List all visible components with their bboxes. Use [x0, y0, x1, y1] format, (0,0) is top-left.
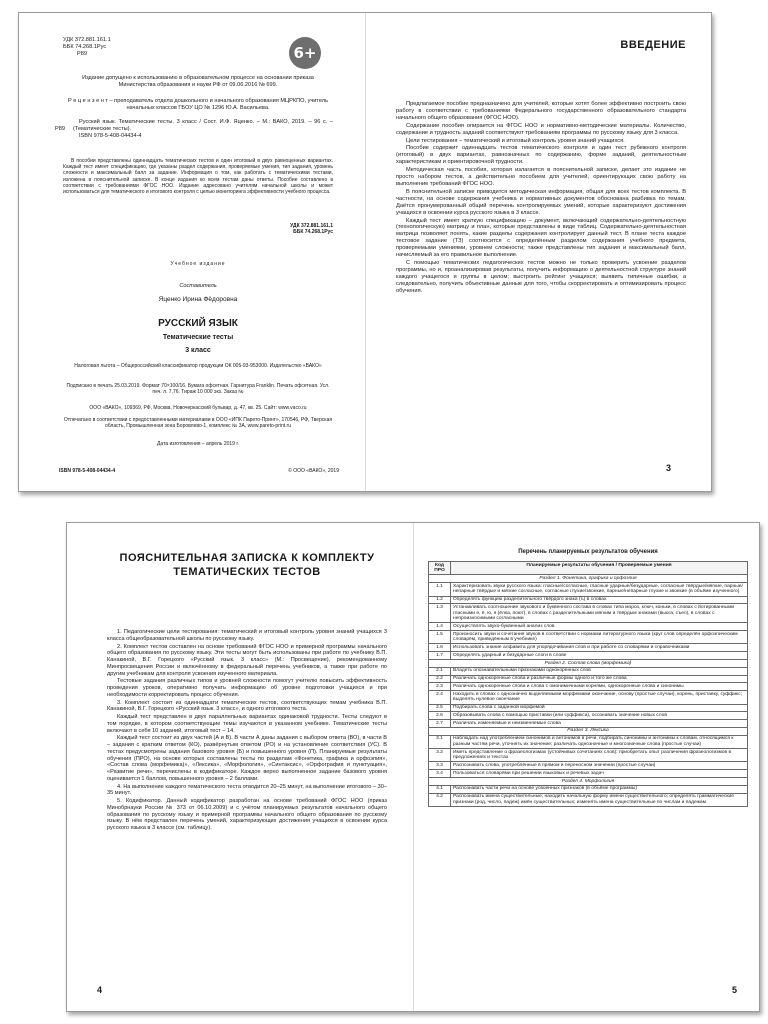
spread-pages-2-3 [18, 12, 712, 492]
result-code: 1.6 [429, 644, 451, 652]
table-body [429, 575, 748, 807]
table-title: Перечень планируемых результатов обучения [518, 549, 658, 555]
table-row [429, 749, 748, 762]
table-row [429, 704, 748, 712]
result-code: 2.3 [429, 683, 451, 691]
result-description: Иметь представление о фразеологизмах (устойчивых сочетаниях слов); приобретать опыт различения фразеологизмов в предложениях и текстах [451, 749, 748, 762]
table-row [429, 623, 748, 631]
column-header-code: Код ПРО [429, 562, 451, 575]
result-code: 3.4 [429, 770, 451, 778]
results-table [428, 561, 748, 807]
paragraph: 4. На выполнение каждого тематического теста отводится 20–25 минут, на выполнение итогового – 30–35 минут. [107, 783, 387, 797]
paragraph: В пояснительной записке приводится методическая информация, общая для всех тестов комплекта. В частности, на основе содержания учебника и нормативных документов обоснована разбивка по темам. Даётся пронумерованный общий перечень контролируемых умений, которые характеризуют достижения учащихся в освоении курса русского языка в 3 классе. [396, 188, 686, 216]
result-description: Образовывать слова с помощью приставки (или суффикса), осознавать значение новых слов [451, 712, 748, 720]
column-header-description: Планируемые результаты обучения / Проверяемые умения [451, 562, 748, 575]
table-section-row [429, 777, 748, 785]
result-code: 1.3 [429, 604, 451, 623]
table-row [429, 604, 748, 623]
section-heading: Раздел 2. Состав слова (морфемика) [429, 660, 748, 668]
result-code: 1.1 [429, 583, 451, 596]
paragraph: Цели тестирования – тематический и итоговый контроль уровня знаний учащихся. [406, 137, 625, 144]
paragraph: 2. Комплект тестов составлен на основе требований ФГОС НОО и примерной программы начального общего образования по русскому языку. Эти тесты могут быть использованы при работе по учебнику В.П. Канакиной, В.Г. Горецкого «Русский язык. 3 класс» (М.: Просвещение), рекомендованному Минпросвещения России и включённому в федеральный перечень учебников, а также при работе по другим учебникам для контроля усвоения изученного материала. [107, 643, 387, 677]
table-row [429, 785, 748, 793]
udk-block [63, 37, 183, 59]
edition-type: Учебное издание [170, 261, 226, 267]
bibliographic-record [55, 119, 333, 140]
paragraph: С помощью тематических педагогических тестов можно не только проверить усвоение разделов программы, но и, проанализировав результаты, получить информацию о деятельностной структуре знаний каждого учащегося и группы в целом; выстроить рейтинг учащихся; выявить типичные ошибки, а следовательно, получить объективные данные для того, чтобы скорректировать и оптимизировать процесс обучения. [396, 259, 686, 294]
result-description: Определять ударный и безударные слоги в слове [451, 652, 748, 660]
result-code: 4.1 [429, 785, 451, 793]
result-code: 1.4 [429, 623, 451, 631]
udk-right-line: УДК 372.881.161.1 [290, 223, 333, 229]
book-grade: 3 класс [185, 347, 211, 354]
table-row [429, 762, 748, 770]
result-code: 2.2 [429, 675, 451, 683]
result-code: 2.4 [429, 691, 451, 704]
page-title: ПОЯСНИТЕЛЬНАЯ ЗАПИСКА К КОМПЛЕКТУ ТЕМАТИЧЕСКИХ ТЕСТОВ [119, 552, 375, 578]
author-code: Р89 [55, 126, 65, 132]
result-description: Наблюдать над употреблением синонимов и антонимов в речи, подбирать синонимы и антонимы к словам, относящимся к разным частям речи, уточнять их значение; различать однозначные и многозначные слова (простые случаи) [451, 735, 748, 748]
page-3-introduction [366, 13, 712, 491]
page-number: 4 [97, 985, 103, 995]
table-row [429, 644, 748, 652]
bbk-right-line: ББК 74.268.1Рус [293, 229, 333, 236]
biblio-text: Русский язык. Тематические тесты. 3 класс / Сост. И.Ф. Яценко. – М.: ВАКО, 2019. – 96 с. – (Тематические тесты). [73, 119, 333, 132]
approval-note: Издание допущено к использованию в образовательном процессе на основании приказа Министерства образования и науки РФ от 09.06.2016 № 699. [82, 75, 314, 88]
section-heading: Раздел 4. Морфология [429, 777, 748, 785]
result-code: 2.1 [429, 667, 451, 675]
note-text [107, 629, 387, 833]
page-number: 3 [666, 463, 672, 473]
result-description: Определять функцию разделительного твёрдого знака (ъ) в словах [451, 596, 748, 604]
paragraph: 5. Кодификатор. Данный кодификатор разработан на основе требований ФГОС НОО (приказ Минобрнауки России № 373 от 06.10.2009) и с учётом планируемых результатов начального общего образования по русскому языку и примерной программы начального общего образования по русскому языку. В нём представлен перечень умений, характеризующих достижения учащихся в освоении курса русского языка в 3 классе (см. таблицу). [107, 798, 387, 831]
paragraph: Каждый тест представлен в двух параллельных вариантах одинаковой трудности. Тесты следуют в том порядке, в котором соответствующие темы изучаются в указанном учебнике. Тематические тесты включают в себя 10 заданий, итоговый тест – 14. [107, 714, 387, 734]
manufacture-date: Дата изготовления – апрель 2019 г. [157, 441, 239, 447]
table-section-row [429, 575, 748, 583]
result-description: Находить в словах с однозначно выделяемыми морфемами окончание, основу (простые случаи), корень, приставку, суффикс; выделять нулевое окончание [451, 691, 748, 704]
page-4-explanatory-note [67, 523, 414, 1011]
result-description: Распознавать части речи на основе усвоенных признаков (в объёме программы) [451, 785, 748, 793]
result-description: Владеть опознавательными признаками однокоренных слов [451, 667, 748, 675]
table-row [429, 735, 748, 748]
table-section-row [429, 660, 748, 668]
result-code: 3.1 [429, 735, 451, 748]
reviewer-note: Р е ц е н з е н т – преподаватель отдела дошкольного и начального образования МЦРКПО, учитель начальных классов ГБОУ ЦО № 1296 Ю.А. Васильева. [67, 98, 329, 111]
book-subtitle: Тематические тесты [162, 334, 234, 341]
result-description: Различать однокоренные слова и слова с омонимичными корнями, однокоренные слова и синонимы [451, 683, 748, 691]
age-rating-badge: 6+ [289, 37, 321, 69]
table-row [429, 793, 748, 806]
page-2-imprint [19, 13, 366, 491]
result-description: Пользоваться словарями при решении языковых и речевых задач [451, 770, 748, 778]
paragraph: 3. Комплект состоит из одиннадцати тематических тестов, соответствующих темам учебника В.П. Канакиной, В.Г. Горецкого «Русский язык. 3 класс», и одного итогового теста. [107, 699, 387, 713]
result-code: 2.7 [429, 720, 451, 728]
table-row [429, 712, 748, 720]
author-mark: Р89 [77, 51, 87, 58]
tax-note: Налоговая льгота – Общероссийский классификатор продукции ОК 005-93-953000. Издательство «ВАКО» [74, 363, 322, 369]
print-info: Подписано в печать 25.03.2019. Формат 70×100/16. Бумага офсетная. Гарнитура Franklin. Печать офсетная. Усл. печ. л. 7,76. Тираж 10 000 экз. Заказ № [66, 383, 330, 396]
printing-house: Отпечатано в соответствии с предоставленными материалами в ООО «ИПК Парето-Принт», 170546, РФ, Тверская область, Промышленная зона Боровлево-1, комплекс № 3А, www.pareto-print.ru [63, 417, 333, 430]
table-row [429, 596, 748, 604]
result-description: Осуществлять звуко-буквенный анализ слов [451, 623, 748, 631]
result-description: Характеризовать звуки русского языка: гласные/согласные, гласные ударные/безударные, согласные твёрдые/мягкие, парные/непарные твёрдые и мягкие согласные, согласные глухие/звонкие, парные/непарные глухие и звонкие (в объёме изученного) [451, 583, 748, 596]
paragraph: 1. Педагогические цели тестирования: тематический и итоговый контроль уровня знаний учащихся 3 класса общеобразовательной школы по русскому языку. [107, 629, 387, 642]
section-heading: Раздел 1. Фонетика, графика и орфоэпия [429, 575, 748, 583]
result-code: 4.2 [429, 793, 451, 806]
paragraph: Каждый тест имеет краткую спецификацию – документ, включающий содержательно-деятельностную (технологическую) матрицу и план, которые представлены в виде таблиц. Содержательно-деятельностная матрица позволяет понять, какие разделы содержания контролирует данный тест. В плане теста каждое тестовое задание (ТЗ) соотносится с определённым разделом содержания учебного предмета, проверяемыми умениями, уровнем сложности; также представлены тип задания и максимальный балл, начисляемый за его правильное выполнение. [396, 217, 686, 259]
udk-line: УДК 372.881.161.1 [63, 37, 111, 43]
table-row [429, 770, 748, 778]
paragraph: Содержание пособия опирается на ФГОС НОО и нормативно-методические материалы. Количество, содержание и трудность заданий соответствуют требованиям программы по русскому языку для 3 класса. [396, 122, 686, 136]
footer-isbn: ISBN 978-5-408-04434-4 [59, 468, 116, 474]
paragraph: Пособие содержит одиннадцать тестов тематического контроля и один тест рубежного контроля (итоговый) в двух вариантах, равнозначных по содержанию, форме заданий, деятельностным характеристикам и ориентировочной трудности. [396, 145, 686, 166]
isbn-line: ISBN 978-5-408-04434-4 [79, 133, 142, 139]
paragraph: Методическая часть пособия, которая излагается в пояснительной записке, делает это издание не просто набором тестов, а действительно пособием для учителей, ориентирующих свою работу на выполнение требований ФГОС НОО. [396, 167, 686, 187]
bbk-line: ББК 74.268.1Рус [63, 44, 107, 51]
paragraph: Предлагаемое пособие предназначено для учителей, которые хотят более эффективно построить свою работу в соответствии с требованиями Федерального государственного образовательного стандарта начального общего образования (ФГОС НОО). [396, 101, 686, 121]
result-description: Устанавливать соотношение звукового и буквенного состава в словах типа мороз, ключ, коньки, в словах с йотированными гласными е, ё, ю, я (ёлка, поют), в словах с разделительными мягким и твёрдым знаками (вьюга, съел), в словах с непроизносимыми согласными [451, 604, 748, 623]
spread-pages-4-5 [66, 522, 760, 1012]
result-description: Использовать знание алфавита для упорядочивания слов и при работе со словарями и справочниками [451, 644, 748, 652]
table-row [429, 720, 748, 728]
annotation-text: В пособии представлены одиннадцать тематических тестов и один итоговый в двух равноценных вариантах. Каждый тест имеет спецификацию, где указаны раздел содержания, проверяемые умения, тип задания, уровень сложности и максимальный балл за задание. Информация о том, как работать с тематическими тестами, изложена в пояснительной записке. В конце издания ко всем тестам даны ответы. Пособие составлено в соответствии с требованиями ФГОС НОО. Издание адресовано учителям начальной школы и может использоваться для тематического и итогового контроля с целью мониторинга эффективности учебного процесса. [63, 158, 333, 196]
result-code: 3.3 [429, 762, 451, 770]
table-row [429, 683, 748, 691]
result-description: Различать изменяемые и неизменяемые слова [451, 720, 748, 728]
result-description: Различать однокоренные слова и различные формы одного и того же слова [451, 675, 748, 683]
table-row [429, 691, 748, 704]
table-section-row [429, 727, 748, 735]
result-code: 2.6 [429, 712, 451, 720]
table-row [429, 652, 748, 660]
compiler-name: Яценко Ирина Фёдоровна [158, 296, 238, 303]
result-code: 3.2 [429, 749, 451, 762]
book-title: РУССКИЙ ЯЗЫК [158, 318, 238, 329]
result-description: Распознавать слова, употреблённые в прямом и переносном значении (простые случаи) [451, 762, 748, 770]
section-heading: Раздел 3. Лексика [429, 727, 748, 735]
intro-text [396, 101, 686, 295]
table-header-row [429, 562, 748, 575]
result-code: 2.5 [429, 704, 451, 712]
footer-copyright: © ООО «ВАКО», 2019 [288, 468, 339, 474]
udk-right-block [219, 223, 333, 235]
result-code: 1.7 [429, 652, 451, 660]
result-description: Произносить звуки и сочетания звуков в соответствии с нормами литературного языка (круг слов определён орфоэпическим словарём, приведённым в учебнике) [451, 631, 748, 644]
result-code: 1.5 [429, 631, 451, 644]
table-row [429, 675, 748, 683]
paragraph: Каждый тест состоит из двух частей (А и В). В части А даны задания с выбором ответа (ВО), в части В – задания с кратким ответом (КО), развёрнутым ответом (РО) и на установление соответствия (УС). В тестах предусмотрены задания базового уровня (Б) и повышенного уровня (П). Планируемые результаты обучения (ПРО), на основе которых составлены тесты по разделам «Фонетика, графика и орфоэпия», «Состав слова (морфемика)», «Лексика», «Морфология», «Синтаксис», «Орфография и пунктуация», «Развитие речи», перечислены в кодификаторе. Каждое верно выполненное задание базового уровня оценивается 1 баллом, повышенного уровня – 2 баллами. [107, 735, 387, 782]
compiler-label: Составитель [179, 283, 217, 289]
page-5-results-table [414, 523, 760, 1011]
page-title: ВВЕДЕНИЕ [620, 39, 686, 51]
paragraph: Тестовые задания различных типов и уровней сложности помогут учителю повысить эффективность проведения уроков, оперативно получать информацию об уровне подготовки учащихся и при необходимости корректировать процесс обучения. [107, 678, 387, 698]
publisher-address: ООО «ВАКО», 109369, РФ, Москва, Новочеркасский бульвар, д. 47, кв. 25. Сайт: www.vaco.ru [89, 405, 307, 411]
result-code: 1.2 [429, 596, 451, 604]
result-description: Подбирать слова с заданной морфемой [451, 704, 748, 712]
result-description: Распознавать имена существительные; находить начальную форму имени существительного; определять грамматические признаки (род, число, падеж) имён существительных; изменять имена существительные по числам и падежам [451, 793, 748, 806]
table-row [429, 583, 748, 596]
table-row [429, 667, 748, 675]
table-row [429, 631, 748, 644]
page-number: 5 [732, 985, 738, 995]
